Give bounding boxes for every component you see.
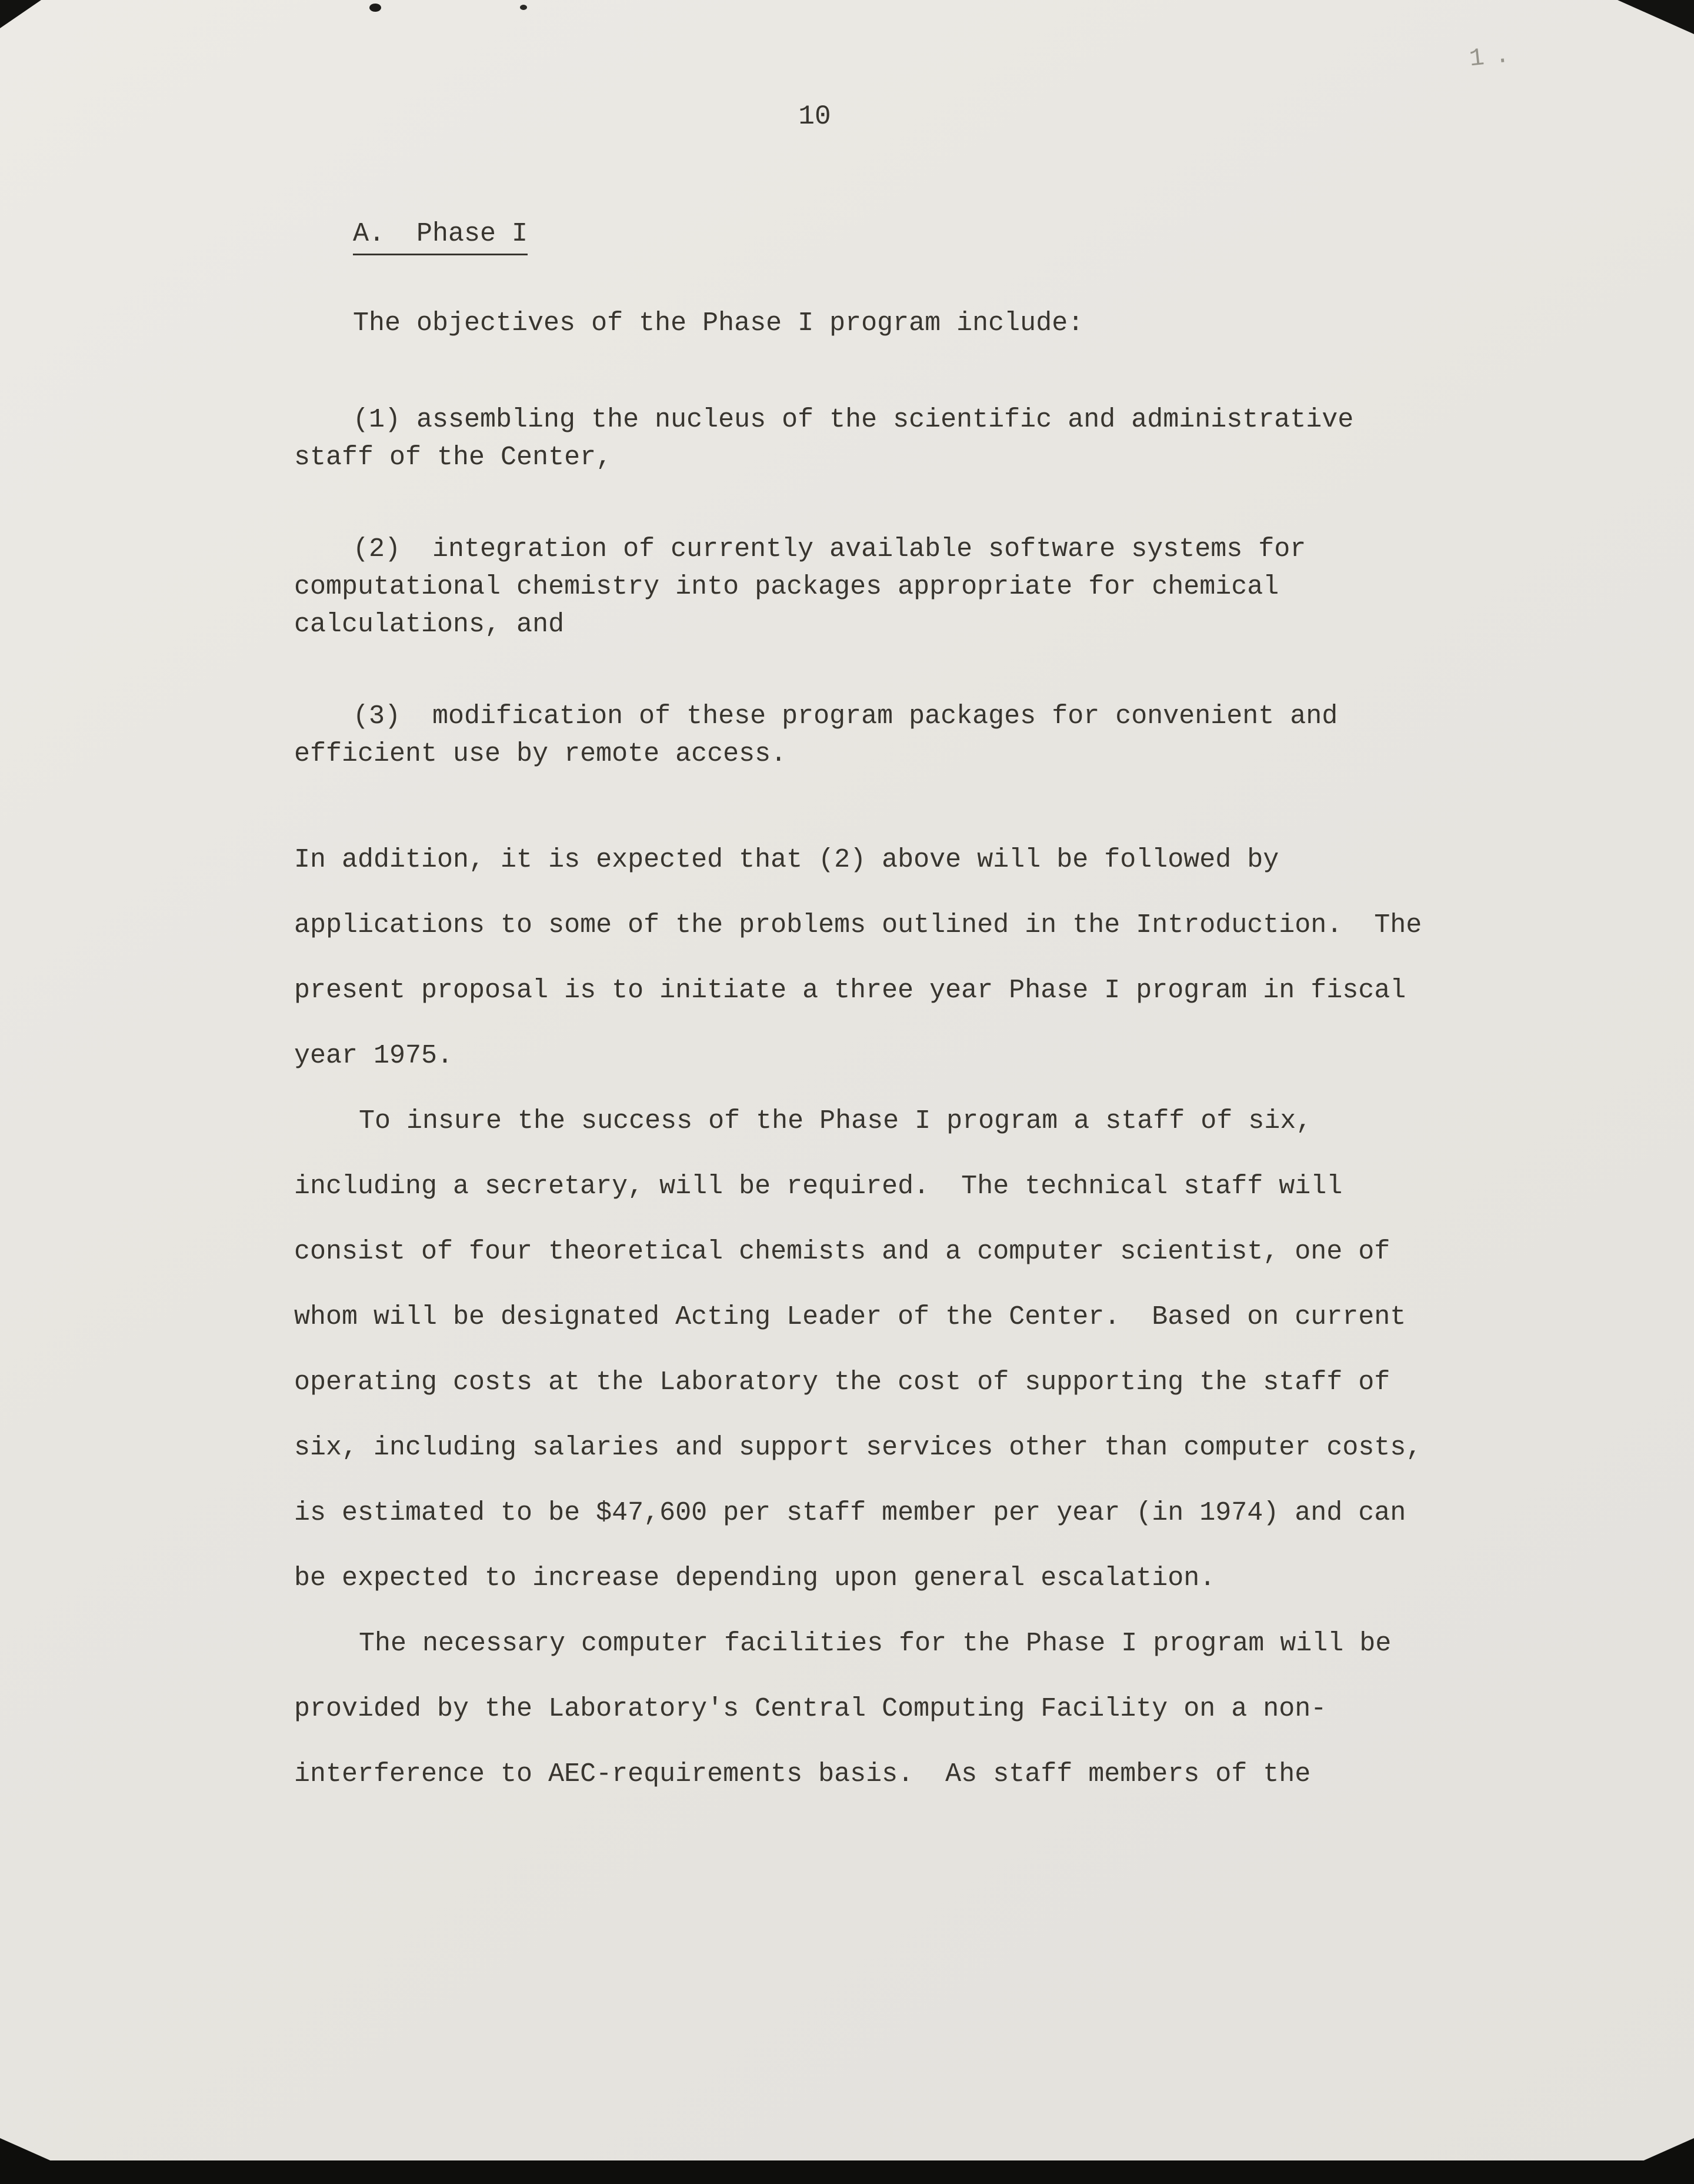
numbered-item-1: (1) assembling the nucleus of the scientific and administrative staff of the Center, — [294, 405, 1370, 472]
scan-corner-artifact-bottom-left — [0, 2138, 53, 2162]
scan-corner-artifact-top-right — [1618, 0, 1694, 34]
section-heading-text: A. Phase I — [353, 219, 528, 255]
intro-sentence: The objectives of the Phase I program include: — [353, 308, 1084, 338]
paragraph: The necessary computer facilities for the Phase I program will be provided by the Laboratory's Central Computing Facility on a non-interference to AEC-requirements basis. As staff members of the — [294, 1629, 1408, 1789]
body-paragraphs — [294, 827, 1441, 1807]
scan-corner-artifact-top-left — [0, 0, 41, 28]
numbered-item-3: (3) modification of these program packages for convenient and efficient use by remote access. — [294, 701, 1354, 769]
scan-corner-artifact-bottom-right — [1641, 2138, 1694, 2162]
paragraph: In addition, it is expected that (2) above will be followed by applications to some of the problems outlined in the Introduction. The present proposal is to initiate a three year Phase I program in fiscal year 1975. — [294, 845, 1438, 1071]
handwritten-pencil-mark: 1. — [1468, 39, 1522, 74]
numbered-item-2: (2) integration of currently available software systems for computational chemistry into packages appropriate for chemical calculations, and — [294, 534, 1322, 640]
section-heading — [353, 219, 1441, 249]
scan-edge-artifact-bottom — [0, 2160, 1694, 2184]
page-number: 10 — [798, 101, 831, 132]
document-body — [294, 219, 1441, 1807]
scan-speck — [369, 4, 381, 12]
paragraph: To insure the success of the Phase I program a staff of six, including a secretary, will be required. The technical staff will consist of four theoretical chemists and a computer scientist, one of whom will be designated Acting Leader of the Center. Based on current operating costs at the Laboratory the cost of supporting the staff of six, including salaries and support services other than computer costs, is estimated to be $47,600 per staff member per year (in 1974) and can be expected to increase depending upon general escalation. — [294, 1106, 1438, 1593]
scan-speck — [520, 5, 527, 10]
